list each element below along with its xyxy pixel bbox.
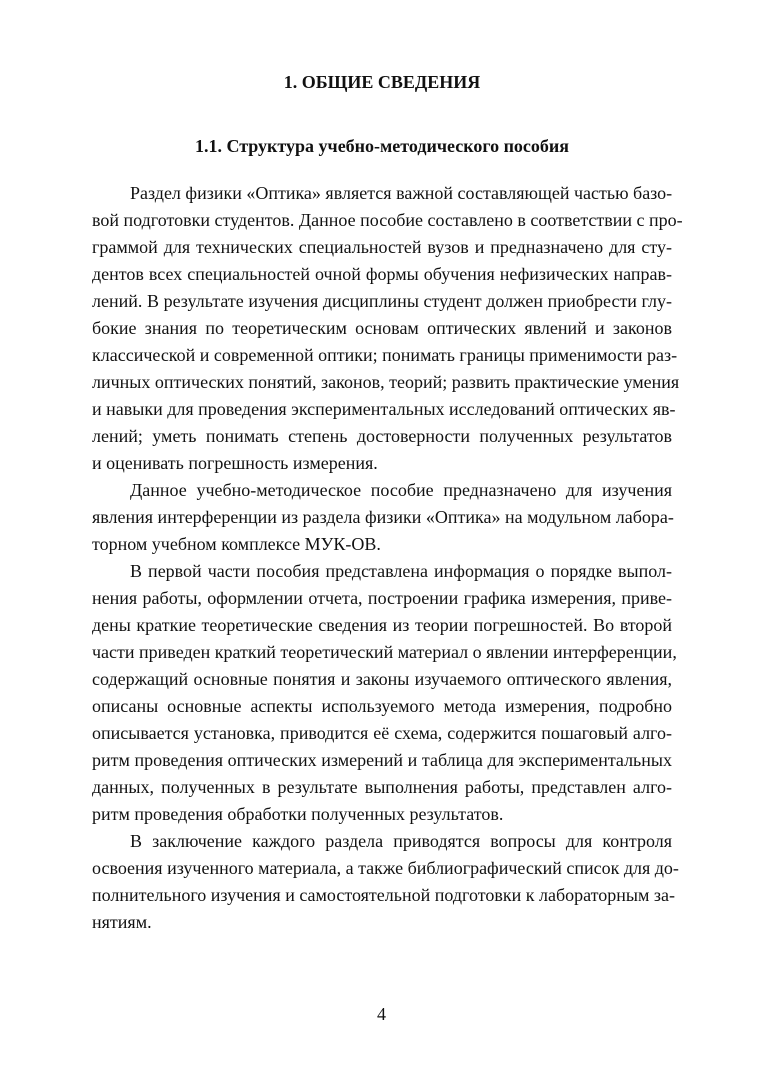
text-line: лений; уметь понимать степень достоверности полученных результатов [92,426,672,446]
text-line: и навыки для проведения экспериментальных исследований оптических яв- [92,399,676,419]
text-line: вой подготовки студентов. Данное пособие составлено в соответствии с про- [92,210,683,230]
text-line: лений. В результате изучения дисциплины студент должен приобрести глу- [92,291,672,311]
text-line: дены краткие теоретические сведения из теории погрешностей. Во второй [92,615,672,635]
text-line: полнительного изучения и самостоятельной подготовки к лабораторным за- [92,885,675,905]
text-line: торном учебном комплексе МУК-ОВ. [92,534,381,554]
text-line: данных, полученных в результате выполнения работы, представлен алго- [92,777,672,797]
paragraph-1 [92,180,683,477]
text-line: бокие знания по теоретическим основам оптических явлений и законов [92,318,672,338]
paragraph-2 [92,477,672,558]
text-line: ритм проведения обработки полученных результатов. [92,804,504,824]
text-line: явления интерференции из раздела физики «Оптика» на модульном лабора- [92,507,674,527]
section-title: 1.1. Структура учебно-методического пособия [194,136,570,156]
text-line: содержащий основные понятия и законы изучаемого оптического явления, [92,669,672,689]
paragraph-4 [92,828,679,936]
text-line: В заключение каждого раздела приводятся вопросы для контроля [130,831,672,851]
text-line: нения работы, оформлении отчета, построении графика измерения, приве- [92,588,672,608]
text-line: ритм проведения оптических измерений и таблица для экспериментальных [92,750,672,770]
text-line: Раздел физики «Оптика» является важной составляющей частью базо- [130,183,673,203]
text-line: граммой для технических специальностей вузов и предназначено для сту- [92,237,672,257]
paragraph-3 [92,558,677,828]
text-line: нятиям. [92,912,152,932]
text-line: части приведен краткий теоретический материал о явлении интерференции, [92,642,677,662]
text-line: В первой части пособия представлена информация о порядке выпол- [130,561,672,581]
text-line: описывается установка, приводится её схема, содержится пошаговый алго- [92,723,672,743]
text-line: дентов всех специальностей очной формы обучения нефизических направ- [92,264,672,284]
text-line: и оценивать погрешность измерения. [92,453,378,473]
text-line: классической и современной оптики; понимать границы применимости раз- [92,345,678,365]
chapter-title: 1. ОБЩИЕ СВЕДЕНИЯ [283,72,481,92]
text-line: личных оптических понятий, законов, теорий; развить практические умения [92,372,680,392]
text-line: освоения изученного материала, а также библиографический список для до- [92,858,679,878]
text-line: описаны основные аспекты используемого метода измерения, подробно [92,696,672,716]
text-line: Данное учебно-методическое пособие предназначено для изучения [130,480,672,500]
page-content [92,70,683,936]
page-number: 4 [377,1004,386,1024]
